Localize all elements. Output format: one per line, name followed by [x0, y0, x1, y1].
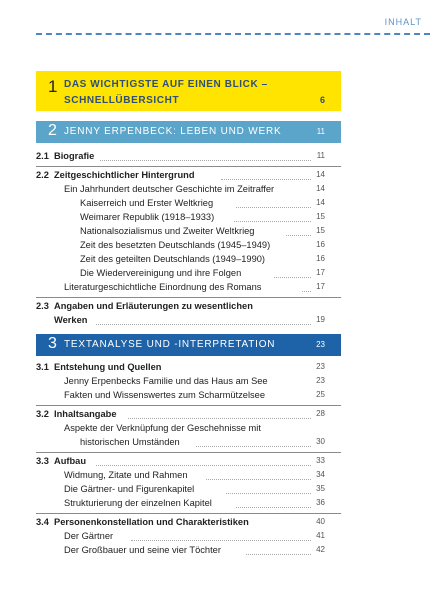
entry-text-cont: Werken: [54, 315, 90, 325]
chapter-page: 23: [316, 340, 325, 349]
entry-page: 14: [313, 198, 325, 207]
entry-text: Angaben und Erläuterungen zu wesentlichen: [54, 301, 256, 311]
entry-page: 16: [313, 254, 325, 263]
entry-text: Entstehung und Quellen: [54, 362, 164, 372]
toc-entry[interactable]: [36, 531, 341, 545]
dot-leader: [246, 554, 311, 555]
dot-leader: [234, 221, 311, 222]
toc-entry[interactable]: [36, 282, 341, 296]
entry-page: 30: [313, 437, 325, 446]
section-number: 3.4: [36, 517, 49, 527]
toc-entry[interactable]: [36, 226, 341, 240]
entry-page: 35: [313, 484, 325, 493]
dot-leader: [96, 324, 311, 325]
section-divider: [36, 513, 341, 514]
toc-entry[interactable]: [36, 212, 341, 226]
chapter-number: 3: [48, 335, 57, 352]
toc-entry[interactable]: [36, 498, 341, 512]
toc-entry[interactable]: [36, 198, 341, 212]
entry-text: Die Wiedervereinigung und ihre Folgen: [80, 268, 244, 278]
toc-entry[interactable]: [36, 240, 341, 254]
entry-text: Strukturierung der einzelnen Kapitel: [64, 498, 215, 508]
entry-text: Inhaltsangabe: [54, 409, 120, 419]
dot-leader: [131, 540, 311, 541]
dot-leader: [274, 277, 311, 278]
chapter-title: JENNY ERPENBECK: LEBEN UND WERK: [64, 126, 282, 137]
toc-entry-3-4[interactable]: [36, 517, 341, 531]
toc-entry[interactable]: [36, 376, 341, 390]
toc-entry-3-2[interactable]: [36, 409, 341, 423]
entry-page: 15: [313, 226, 325, 235]
section-number: 2.3: [36, 301, 49, 311]
entry-text: Jenny Erpenbecks Familie und das Haus am See: [64, 376, 271, 386]
entry-page: 17: [313, 268, 325, 277]
toc-entry-2-2[interactable]: [36, 170, 341, 184]
section-number: 3.1: [36, 362, 49, 372]
toc-entry[interactable]: [36, 390, 341, 404]
toc-entry-cont[interactable]: [36, 437, 341, 451]
chapter-title-line1: DAS WICHTIGSTE AUF EINEN BLICK –: [64, 79, 268, 90]
entry-text: Literaturgeschichtliche Einordnung des Romans: [64, 282, 264, 292]
toc-entry[interactable]: [36, 423, 341, 437]
section-number: 2.1: [36, 151, 49, 161]
entry-page: 33: [313, 456, 325, 465]
entry-text: Nationalsozialismus und Zweiter Weltkrieg: [80, 226, 257, 236]
toc-entry-2-1[interactable]: [36, 151, 341, 165]
entry-page: 15: [313, 212, 325, 221]
dot-leader: [236, 507, 311, 508]
entry-text: Zeit des geteilten Deutschlands (1949–1990): [80, 254, 268, 264]
entry-page: 41: [313, 531, 325, 540]
chapter-number: 2: [48, 122, 57, 139]
entry-text-cont: historischen Umständen: [80, 437, 183, 447]
entry-text: Weimarer Republik (1918–1933): [80, 212, 217, 222]
header-dashed-rule: [36, 33, 430, 35]
entry-page: 16: [313, 240, 325, 249]
chapter-3-bar[interactable]: [36, 334, 341, 356]
entry-page: 40: [313, 517, 325, 526]
entry-page: 14: [313, 184, 325, 193]
toc-entry[interactable]: [36, 254, 341, 268]
section-divider: [36, 452, 341, 453]
toc-entry[interactable]: [36, 268, 341, 282]
entry-page: 11: [314, 151, 325, 160]
toc-entry-3-1[interactable]: [36, 362, 341, 376]
entry-page: 23: [313, 376, 325, 385]
entry-text: Biografie: [54, 151, 97, 161]
entry-text: Ein Jahrhundert deutscher Geschichte im Zeitraffer: [64, 184, 277, 194]
entry-page: 19: [313, 315, 325, 324]
entry-page: 28: [313, 409, 325, 418]
entry-page: 36: [313, 498, 325, 507]
dot-leader: [196, 446, 311, 447]
toc-entry-2-3[interactable]: [36, 301, 341, 315]
dot-leader: [96, 465, 311, 466]
toc-entry-2-3-cont[interactable]: [36, 315, 341, 329]
entry-text: Zeitgeschichtlicher Hintergrund: [54, 170, 198, 180]
dot-leader: [236, 207, 311, 208]
toc-entry[interactable]: [36, 545, 341, 559]
section-number: 3.3: [36, 456, 49, 466]
toc-entry[interactable]: [36, 484, 341, 498]
entry-page: 14: [313, 170, 325, 179]
dot-leader: [206, 479, 311, 480]
entry-text: Kaiserreich und Erster Weltkrieg: [80, 198, 216, 208]
section-number: 3.2: [36, 409, 49, 419]
chapter-number: 1: [48, 77, 58, 96]
dot-leader: [302, 291, 311, 292]
chapter-title-line2: SCHNELLÜBERSICHT: [64, 95, 180, 106]
dot-leader: [100, 160, 311, 161]
entry-text: Fakten und Wissenswertes zum Scharmützelsee: [64, 390, 268, 400]
section-number: 2.2: [36, 170, 49, 180]
entry-page: 25: [313, 390, 325, 399]
toc-entry[interactable]: [36, 470, 341, 484]
entry-text: Widmung, Zitate und Rahmen: [64, 470, 191, 480]
entry-text: Der Großbauer und seine vier Töchter: [64, 545, 224, 555]
dot-leader: [226, 493, 311, 494]
header-label: INHALT: [384, 17, 422, 27]
toc-entry[interactable]: [36, 184, 341, 198]
dot-leader: [221, 179, 311, 180]
toc-entry-3-3[interactable]: [36, 456, 341, 470]
dot-leader: [128, 418, 311, 419]
entry-page: 17: [313, 282, 325, 291]
entry-text: Der Gärtner: [64, 531, 116, 541]
entry-page: 34: [313, 470, 325, 479]
entry-text: Die Gärtner- und Figurenkapitel: [64, 484, 197, 494]
dot-leader: [286, 235, 311, 236]
chapter-1-block[interactable]: [36, 71, 341, 111]
chapter-2-bar[interactable]: [36, 121, 341, 143]
chapter-page: 6: [319, 95, 325, 105]
entry-page: 23: [313, 362, 325, 371]
entry-page: 42: [313, 545, 325, 554]
section-divider: [36, 166, 341, 167]
entry-text: Aufbau: [54, 456, 89, 466]
chapter-title: TEXTANALYSE UND -INTERPRETATION: [64, 339, 276, 350]
chapter-page: 11: [316, 127, 325, 136]
entry-text: Zeit des besetzten Deutschlands (1945–1949): [80, 240, 273, 250]
entry-text: Aspekte der Verknüpfung der Geschehnisse mit: [64, 423, 264, 433]
entry-text: Personenkonstellation und Charakteristiken: [54, 517, 252, 527]
section-divider: [36, 297, 341, 298]
section-divider: [36, 405, 341, 406]
